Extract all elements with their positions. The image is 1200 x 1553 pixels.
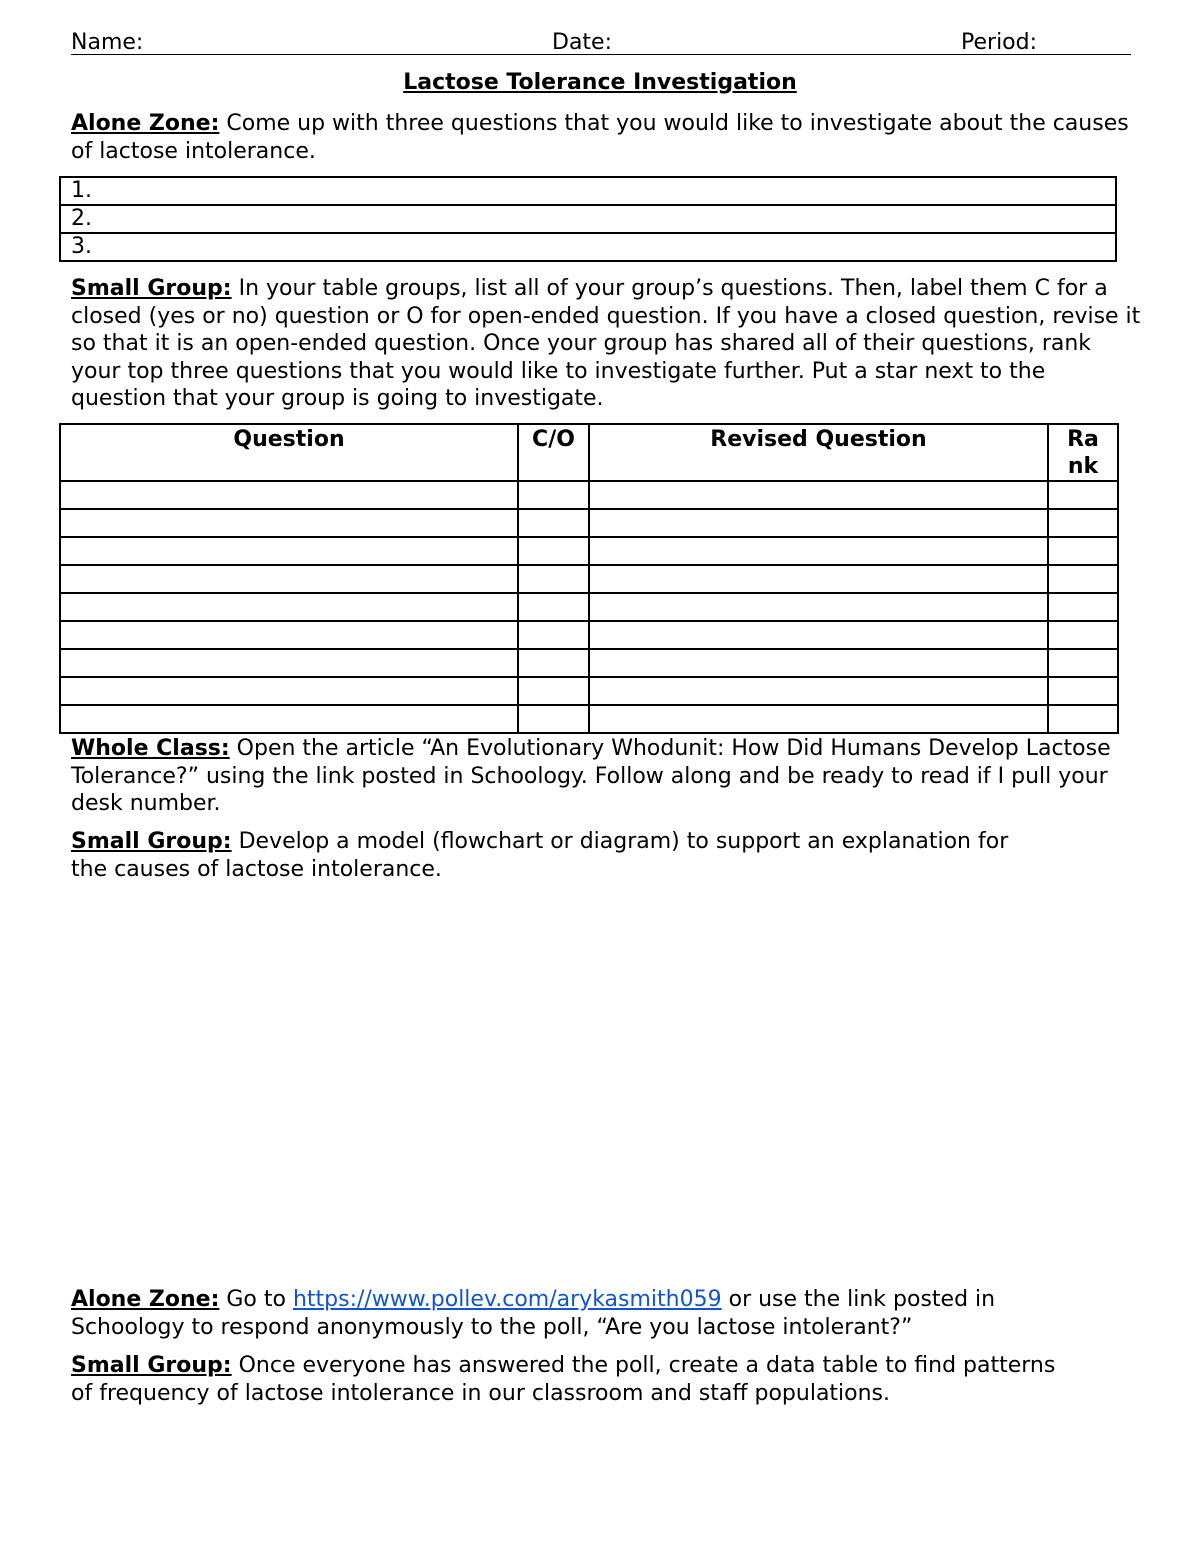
co-cell[interactable] bbox=[518, 537, 589, 565]
poll-link[interactable]: https://www.pollev.com/arykasmith059 bbox=[292, 1287, 722, 1312]
rank-cell[interactable] bbox=[1048, 593, 1118, 621]
group-questions-table bbox=[59, 423, 1119, 734]
question-cell[interactable] bbox=[60, 537, 518, 565]
data-table-instructions bbox=[71, 1352, 1071, 1407]
revised-cell[interactable] bbox=[589, 649, 1048, 677]
revised-cell[interactable] bbox=[589, 509, 1048, 537]
rank-cell[interactable] bbox=[1048, 677, 1118, 705]
questions-box bbox=[59, 176, 1117, 262]
question-cell[interactable] bbox=[60, 565, 518, 593]
section-label: Whole Class: bbox=[71, 736, 230, 761]
co-cell[interactable] bbox=[518, 677, 589, 705]
question-line-3[interactable]: 3. bbox=[60, 233, 1116, 261]
rank-cell[interactable] bbox=[1048, 705, 1118, 733]
revised-cell[interactable] bbox=[589, 621, 1048, 649]
table-row bbox=[60, 565, 1118, 593]
section-label: Small Group: bbox=[71, 829, 232, 854]
column-header-co: C/O bbox=[518, 424, 589, 481]
section-text: Open the article “An Evolutionary Whodunit: How Did Humans Develop Lactose Tolerance?” using the link posted in Schoology. Follow along and be ready to read if I pull your desk number. bbox=[71, 736, 1111, 816]
table-row bbox=[60, 705, 1118, 733]
section-text: or use the link posted in Schoology to respond anonymously to the poll, “Are you lactose intolerant?” bbox=[71, 1287, 996, 1340]
co-cell[interactable] bbox=[518, 621, 589, 649]
question-line-1[interactable]: 1. bbox=[60, 177, 1116, 205]
rank-cell[interactable] bbox=[1048, 509, 1118, 537]
revised-cell[interactable] bbox=[589, 537, 1048, 565]
section-label: Small Group: bbox=[71, 1353, 232, 1378]
rank-cell[interactable] bbox=[1048, 537, 1118, 565]
revised-cell[interactable] bbox=[589, 677, 1048, 705]
table-row bbox=[60, 677, 1118, 705]
co-cell[interactable] bbox=[518, 565, 589, 593]
whole-class-instructions bbox=[71, 735, 1111, 818]
question-cell[interactable] bbox=[60, 509, 518, 537]
question-cell[interactable] bbox=[60, 649, 518, 677]
section-text: Develop a model (flowchart or diagram) to support an explanation for the causes of lactose intolerance. bbox=[71, 829, 1009, 882]
section-text: Once everyone has answered the poll, create a data table to find patterns of frequency of lactose intolerance in our classroom and staff populations. bbox=[71, 1353, 1056, 1406]
table-row bbox=[60, 509, 1118, 537]
rank-cell[interactable] bbox=[1048, 621, 1118, 649]
table-row bbox=[60, 537, 1118, 565]
table-row bbox=[60, 481, 1118, 509]
header-line bbox=[71, 30, 1131, 55]
co-cell[interactable] bbox=[518, 705, 589, 733]
column-header-revised-question: Revised Question bbox=[589, 424, 1048, 481]
section-text: Go to bbox=[219, 1287, 293, 1312]
section-label: Small Group: bbox=[71, 276, 232, 301]
question-cell[interactable] bbox=[60, 677, 518, 705]
co-cell[interactable] bbox=[518, 593, 589, 621]
section-label: Alone Zone: bbox=[71, 111, 220, 136]
column-header-rank: Ra nk bbox=[1048, 424, 1118, 481]
co-cell[interactable] bbox=[518, 509, 589, 537]
revised-cell[interactable] bbox=[589, 481, 1048, 509]
section-text: In your table groups, list all of your group’s questions. Then, label them C for a closed (yes or no) question or O for open-ended question. If you have a closed question, revise it so that it is an open-ended question. Once your group has shared all of their questions, rank your top three questions that you would like to investigate further. Put a star next to the question that your group is going to investigate. bbox=[71, 276, 1141, 411]
co-cell[interactable] bbox=[518, 649, 589, 677]
question-cell[interactable] bbox=[60, 621, 518, 649]
question-cell[interactable] bbox=[60, 705, 518, 733]
rank-cell[interactable] bbox=[1048, 649, 1118, 677]
table-row bbox=[60, 621, 1118, 649]
column-header-question: Question bbox=[60, 424, 518, 481]
model-instructions bbox=[71, 828, 1051, 883]
alone-zone-instructions bbox=[71, 110, 1131, 165]
page-title: Lactose Tolerance Investigation bbox=[403, 70, 797, 95]
revised-cell[interactable] bbox=[589, 565, 1048, 593]
question-cell[interactable] bbox=[60, 593, 518, 621]
name-label: Name: bbox=[71, 30, 144, 55]
period-label: Period: bbox=[961, 30, 1038, 55]
table-row bbox=[60, 593, 1118, 621]
question-cell[interactable] bbox=[60, 481, 518, 509]
table-row bbox=[60, 649, 1118, 677]
section-text: Come up with three questions that you would like to investigate about the causes of lactose intolerance. bbox=[71, 111, 1129, 164]
question-line-2[interactable]: 2. bbox=[60, 205, 1116, 233]
small-group-instructions bbox=[71, 275, 1141, 413]
rank-cell[interactable] bbox=[1048, 481, 1118, 509]
poll-instructions bbox=[71, 1286, 1051, 1341]
revised-cell[interactable] bbox=[589, 593, 1048, 621]
rank-cell[interactable] bbox=[1048, 565, 1118, 593]
date-label: Date: bbox=[552, 30, 612, 55]
co-cell[interactable] bbox=[518, 481, 589, 509]
revised-cell[interactable] bbox=[589, 705, 1048, 733]
section-label: Alone Zone: bbox=[71, 1287, 220, 1312]
